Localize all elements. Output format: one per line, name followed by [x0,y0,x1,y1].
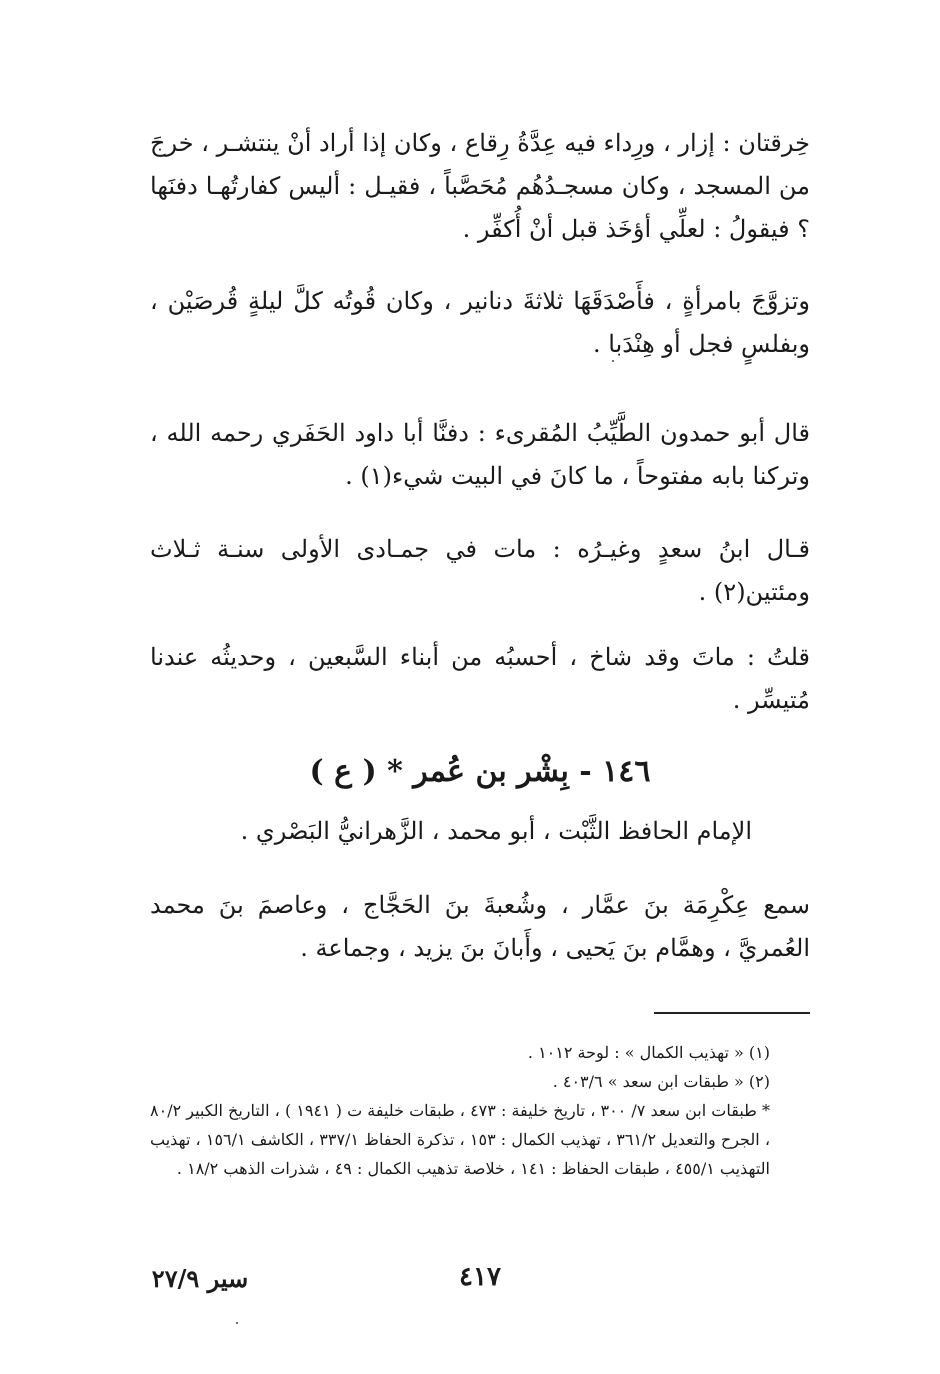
entry-heading: ١٤٦ - بِشْر بن عُمر * ( ع ) [309,754,651,789]
paragraph-author-note: قلتُ : ماتَ وقد شاخ ، أحسبُه من أبناء السَّبعين ، وحديثُه عندنا مُتيسِّر . [150,643,810,714]
footnote-sources: * طبقات ابن سعد ٧/ ٣٠٠ ، تاريخ خليفة : ٤٧٣ ، طبقات خليفة ت ( ١٩٤١ ) ، التاريخ الكبير ٨٠/٢ ، الجرح والتعديل ٣٦١/٢ ، تهذيب الكمال : ١٥٣ ، تذكرة الحفاظ ٣٣٧/١ ، الكاشف ١٥٦/١ ، تهذيب التهذيب ٤٥٥/١ ، طبقات الحفاظ : ١٤١ ، خلاصة تذهيب الكمال : ٤٩ ، شذرات الذهب ١٨/٢ . [150,1101,771,1178]
ink-speck [612,360,614,362]
paragraph-burial-account: قال أبو حمدون الطَّيِّبُ المُقرىء : دفنَّا أبا داود الحَفَري رحمه الله ، وتركنا بابه مفتوحاً ، ما كانَ في البيت شيء(١) . [150,419,810,490]
paragraph-marriage: وتزوَّجَ بامرأةٍ ، فأَصْدَقَهَا ثلاثةَ دنانير ، وكان قُوتُه كلَّ ليلةٍ قُرصَيْن ، وبفلسٍ فجل أو هِنْدَبا . [150,287,810,358]
paragraph-death-date: قـال ابنُ سعدٍ وغيـرُه : مات في جمـادى الأولى سنـة ثـلاث ومئتين(٢) . [150,535,810,606]
footnotes-section [150,1038,810,1183]
footnote-1: (١) « تهذيب الكمال » : لوحة ١٠١٢ . [527,1043,770,1062]
ink-speck [236,1322,238,1324]
signature-mark: سير ٢٧/٩ [151,1264,249,1293]
paragraph-teachers: سمع عِكْرِمَة بنَ عمَّار ، وشُعبةَ بنَ الحَجَّاج ، وعاصمَ بنَ محمد العُمريَّ ، وهمَّام بنَ يَحيى ، وأَبانَ بنَ يزيد ، وجماعة . [150,891,810,962]
paragraph-burial-rags: خِرقتان : إزار ، ورِداء فيه عِدَّةُ رِقاع ، وكان إذا أراد أنْ ينتشـر ، خرجَ من المسجد ، وكان مسجـدُهُم مُحَصَّباً ، فقيـل : أليس كفارتُهـا دفنَها ؟ فيقولُ : لعلِّي أؤخَذ قبل أنْ أُكفِّر . [150,129,810,243]
paragraph-bio: الإمام الحافظ الثَّبْت ، أبو محمد ، الزَّهرانيُّ البَصْري . [240,817,752,845]
page-number: ٤١٧ [459,1262,501,1292]
footnote-2: (٢) « طبقات ابن سعد » ٤٠٣/٦ . [552,1072,770,1091]
footnote-divider [654,1012,810,1014]
